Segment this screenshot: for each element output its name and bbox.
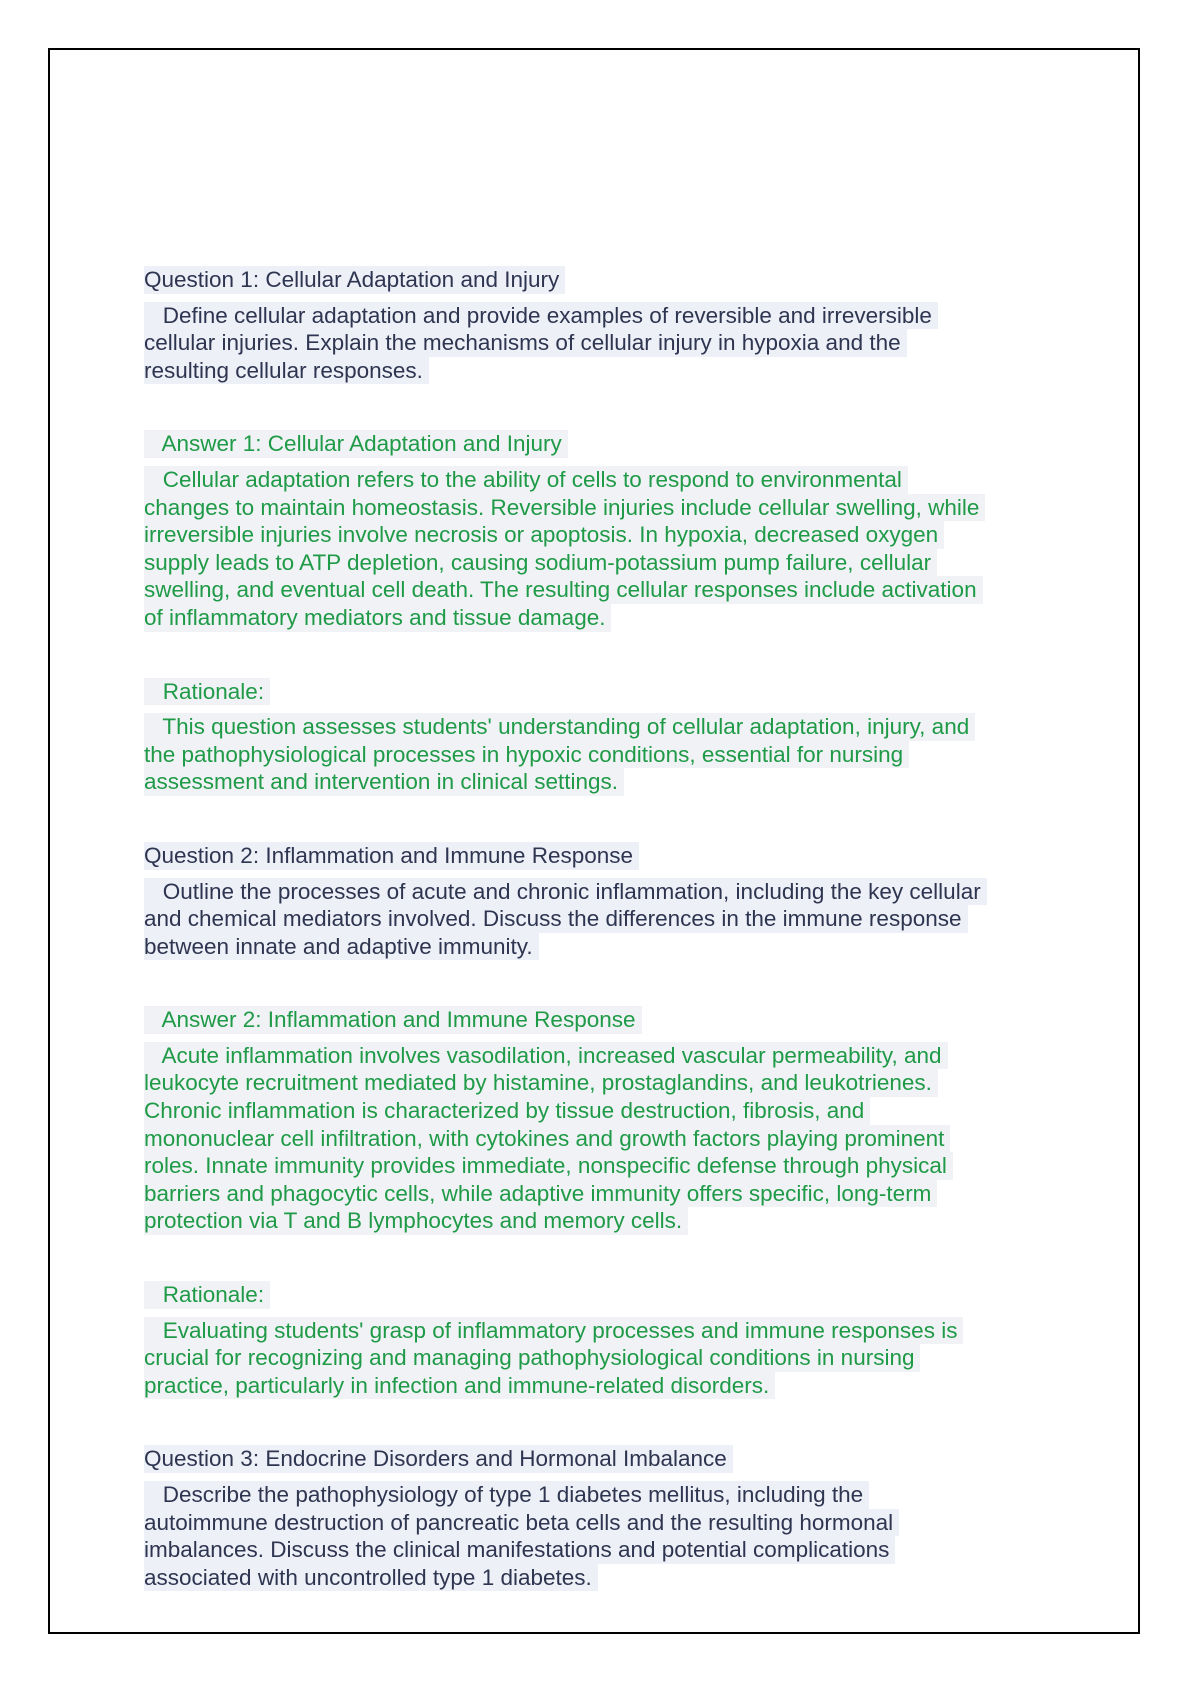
answer-1-line: changes to maintain homeostasis. Reversible injuries include cellular swelling, while	[144, 494, 985, 522]
answer-2-title: Answer 2: Inflammation and Immune Response	[144, 1006, 642, 1034]
answer-1-line: irreversible injuries involve necrosis or apoptosis. In hypoxia, decreased oxygen	[144, 521, 944, 549]
question-1-line: Define cellular adaptation and provide examples of reversible and irreversible	[144, 302, 938, 330]
rationale-2-line: practice, particularly in infection and immune-related disorders.	[144, 1372, 775, 1400]
answer-2-line: Chronic inflammation is characterized by tissue destruction, fibrosis, and	[144, 1097, 870, 1125]
rationale-1	[144, 678, 1044, 796]
answer-2-line: leukocyte recruitment mediated by histamine, prostaglandins, and leukotrienes.	[144, 1069, 938, 1097]
question-1-line: cellular injuries. Explain the mechanisms of cellular injury in hypoxia and the	[144, 329, 907, 357]
question-2-line: between innate and adaptive immunity.	[144, 933, 539, 961]
rationale-1-line: This question assesses students' understanding of cellular adaptation, injury, and	[144, 713, 975, 741]
answer-2-line: protection via T and B lymphocytes and memory cells.	[144, 1207, 688, 1235]
question-3-line: autoimmune destruction of pancreatic beta cells and the resulting hormonal	[144, 1509, 899, 1537]
question-3-title: Question 3: Endocrine Disorders and Hormonal Imbalance	[144, 1445, 733, 1473]
question-2-title: Question 2: Inflammation and Immune Response	[144, 842, 639, 870]
question-3-line: associated with uncontrolled type 1 diabetes.	[144, 1564, 598, 1592]
question-2-line: and chemical mediators involved. Discuss the differences in the immune response	[144, 905, 968, 933]
answer-2-line: roles. Innate immunity provides immediate, nonspecific defense through physical	[144, 1152, 953, 1180]
rationale-2-title: Rationale:	[144, 1281, 270, 1309]
rationale-1-line: assessment and intervention in clinical settings.	[144, 768, 624, 796]
question-3-line: Describe the pathophysiology of type 1 diabetes mellitus, including the	[144, 1481, 869, 1509]
answer-1-line: swelling, and eventual cell death. The resulting cellular responses include activation	[144, 576, 983, 604]
rationale-2-line: Evaluating students' grasp of inflammatory processes and immune responses is	[144, 1317, 963, 1345]
document-body	[144, 266, 1044, 1591]
answer-1	[144, 430, 1044, 631]
question-2-line: Outline the processes of acute and chronic inflammation, including the key cellular	[144, 878, 987, 906]
question-2	[144, 842, 1044, 960]
question-1-line: resulting cellular responses.	[144, 357, 429, 385]
rationale-2-line: crucial for recognizing and managing pathophysiological conditions in nursing	[144, 1344, 920, 1372]
rationale-1-line: the pathophysiological processes in hypoxic conditions, essential for nursing	[144, 741, 909, 769]
answer-1-line: supply leads to ATP depletion, causing sodium-potassium pump failure, cellular	[144, 549, 937, 577]
answer-2-line: barriers and phagocytic cells, while adaptive immunity offers specific, long-term	[144, 1180, 937, 1208]
answer-1-line: of inflammatory mediators and tissue damage.	[144, 604, 611, 632]
answer-1-title: Answer 1: Cellular Adaptation and Injury	[144, 430, 568, 458]
answer-2-line: mononuclear cell infiltration, with cytokines and growth factors playing prominent	[144, 1125, 950, 1153]
question-3-line: imbalances. Discuss the clinical manifestations and potential complications	[144, 1536, 895, 1564]
rationale-2	[144, 1281, 1044, 1399]
question-1	[144, 266, 1044, 384]
question-1-title: Question 1: Cellular Adaptation and Injury	[144, 266, 565, 294]
answer-2	[144, 1006, 1044, 1235]
answer-2-line: Acute inflammation involves vasodilation, increased vascular permeability, and	[144, 1042, 948, 1070]
question-3	[144, 1445, 1044, 1591]
answer-1-line: Cellular adaptation refers to the ability of cells to respond to environmental	[144, 466, 908, 494]
rationale-1-title: Rationale:	[144, 678, 270, 706]
